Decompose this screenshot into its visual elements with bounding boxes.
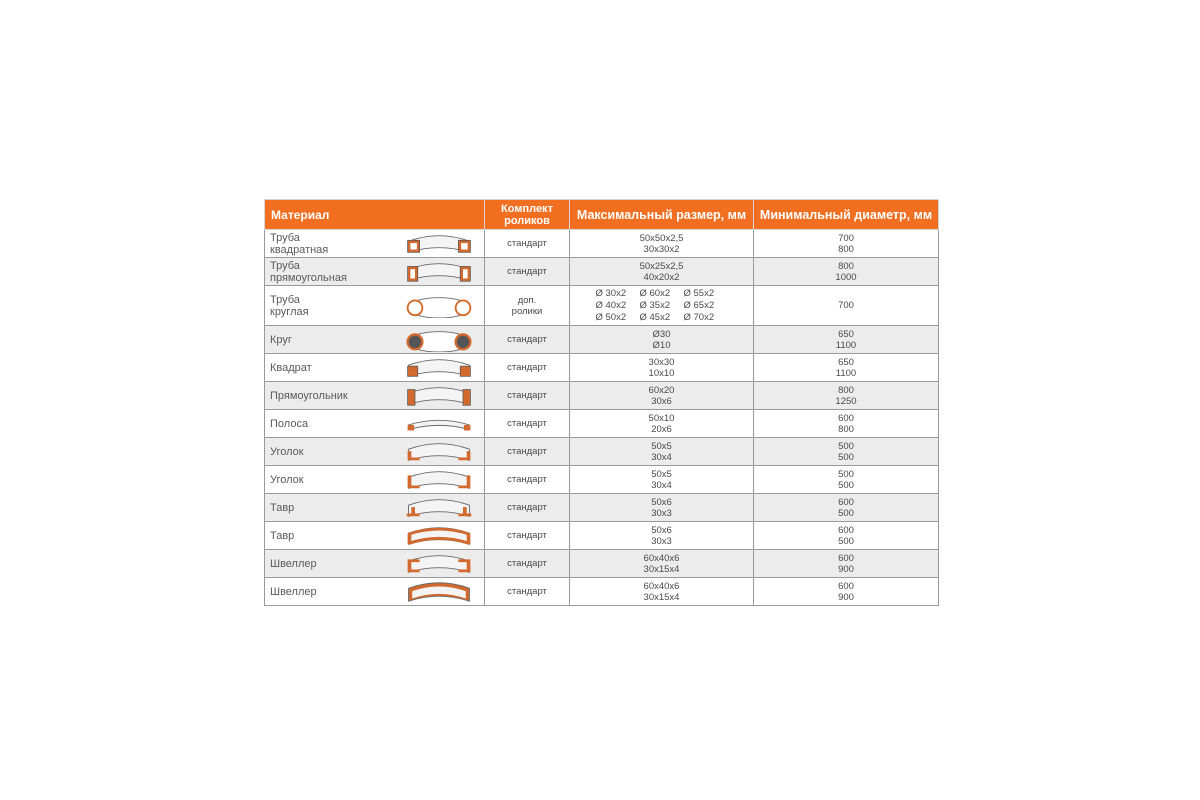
roller-kit-cell	[485, 494, 570, 522]
roller-kit-value: доп. ролики	[511, 294, 543, 317]
max-size-value: 60x20	[648, 384, 675, 396]
material-cell	[265, 522, 485, 550]
min-diameter-value: 500	[838, 535, 854, 547]
min-diameter-cell	[754, 354, 939, 382]
roller-kit-cell	[485, 438, 570, 466]
max-size-cell	[570, 382, 754, 410]
material-cell	[265, 354, 485, 382]
header-roller-kit: Комплект роликов	[485, 200, 570, 230]
max-size-value: 50x6	[651, 496, 672, 508]
max-size-value: 50x6	[651, 524, 672, 536]
table-row	[265, 438, 939, 466]
min-diameter-cell	[754, 578, 939, 606]
min-diameter-value: 800	[838, 384, 854, 396]
header-max-size: Максимальный размер, мм	[570, 200, 754, 230]
min-diameter-value: 600	[838, 496, 854, 508]
material-cell	[265, 550, 485, 578]
max-size-value: 40x20x2	[643, 271, 680, 283]
min-diameter-value: 700	[838, 300, 854, 311]
max-size-value: Ø 50x2	[595, 311, 627, 323]
roller-kit-cell	[485, 382, 570, 410]
table-row	[265, 410, 939, 438]
material-cell	[265, 382, 485, 410]
max-size-cell	[570, 410, 754, 438]
roller-kit-cell	[485, 578, 570, 606]
max-size-cell	[570, 466, 754, 494]
table-body	[265, 230, 939, 606]
material-cell	[265, 286, 485, 326]
roller-kit-value: стандарт	[507, 418, 547, 429]
max-size-cell	[570, 230, 754, 258]
min-diameter-value: 600	[838, 552, 854, 564]
max-size-value: Ø30	[652, 328, 671, 340]
min-diameter-value: 650	[838, 356, 854, 368]
roller-kit-cell	[485, 466, 570, 494]
min-diameter-value: 900	[838, 563, 854, 575]
min-diameter-cell	[754, 438, 939, 466]
material-cell	[265, 578, 485, 606]
min-diameter-value: 600	[838, 580, 854, 592]
max-size-cell	[570, 578, 754, 606]
material-name: Круг	[270, 333, 292, 346]
max-size-value: 30x15x4	[643, 563, 680, 575]
min-diameter-cell	[754, 382, 939, 410]
max-size-value: 50x50x2,5	[639, 232, 684, 244]
max-size-value: 10x10	[648, 367, 675, 379]
table-row	[265, 286, 939, 326]
roller-kit-value: стандарт	[507, 334, 547, 345]
min-diameter-value: 1100	[835, 367, 857, 379]
material-cell	[265, 494, 485, 522]
max-size-value: Ø 60x2	[639, 287, 671, 299]
roller-kit-value: стандарт	[507, 502, 547, 513]
angle-in-profile-icon	[402, 468, 476, 492]
table-row	[265, 578, 939, 606]
rect-tube-profile-icon	[402, 260, 476, 284]
material-name: Уголок	[270, 445, 304, 458]
max-size-value: 50x5	[651, 468, 672, 480]
min-diameter-value: 650	[838, 328, 854, 340]
roller-kit-value: стандарт	[507, 266, 547, 277]
max-size-value: 50x25x2,5	[639, 260, 684, 272]
round-tube-profile-icon	[402, 294, 476, 318]
max-size-value: 30x30x2	[643, 243, 680, 255]
max-size-cell	[570, 354, 754, 382]
min-diameter-cell	[754, 230, 939, 258]
roller-kit-value: стандарт	[507, 586, 547, 597]
min-diameter-value: 800	[838, 423, 854, 435]
max-size-value: 30x15x4	[643, 591, 680, 603]
roller-kit-value: стандарт	[507, 362, 547, 373]
max-size-cell	[570, 286, 754, 326]
max-size-cell	[570, 258, 754, 286]
max-size-value: Ø 45x2	[639, 311, 671, 323]
max-size-value: 30x30	[648, 356, 675, 368]
table-row	[265, 230, 939, 258]
min-diameter-cell	[754, 410, 939, 438]
square-bar-profile-icon	[402, 356, 476, 380]
table-row	[265, 494, 939, 522]
roller-kit-value: стандарт	[507, 558, 547, 569]
table-row	[265, 354, 939, 382]
material-name: Швеллер	[270, 585, 317, 598]
table-row	[265, 466, 939, 494]
min-diameter-value: 1250	[835, 395, 857, 407]
material-name: Труба круглая	[270, 293, 309, 318]
strip-profile-icon	[402, 412, 476, 436]
min-diameter-value: 600	[838, 412, 854, 424]
material-name: Уголок	[270, 473, 304, 486]
roller-kit-cell	[485, 258, 570, 286]
material-name: Полоса	[270, 417, 309, 430]
max-size-value: 60x40x6	[643, 552, 680, 564]
round-bar-profile-icon	[402, 328, 476, 352]
max-size-cell	[570, 550, 754, 578]
roller-kit-cell	[485, 410, 570, 438]
min-diameter-cell	[754, 286, 939, 326]
roller-kit-cell	[485, 550, 570, 578]
max-size-value: Ø 65x2	[683, 299, 715, 311]
material-name: Прямоугольник	[270, 389, 348, 402]
rect-bar-profile-icon	[402, 384, 476, 408]
material-name: Квадрат	[270, 361, 312, 374]
min-diameter-cell	[754, 550, 939, 578]
min-diameter-value: 500	[838, 451, 854, 463]
table-row	[265, 326, 939, 354]
square-tube-profile-icon	[402, 232, 476, 256]
min-diameter-value: 1100	[835, 339, 857, 351]
min-diameter-cell	[754, 522, 939, 550]
header-min-diameter: Минимальный диаметр, мм	[754, 200, 939, 230]
max-size-value: 50x5	[651, 440, 672, 452]
max-size-value: Ø 55x2	[683, 287, 715, 299]
roller-kit-cell	[485, 286, 570, 326]
header-material: Материал	[265, 200, 485, 230]
material-name: Труба прямоугольная	[270, 259, 347, 284]
min-diameter-cell	[754, 494, 939, 522]
max-size-cell	[570, 494, 754, 522]
material-cell	[265, 258, 485, 286]
max-size-cell	[570, 326, 754, 354]
min-diameter-value: 800	[838, 260, 854, 272]
min-diameter-value: 800	[838, 243, 854, 255]
min-diameter-value: 500	[838, 479, 854, 491]
min-diameter-value: 900	[838, 591, 854, 603]
max-size-value: 30x4	[651, 479, 672, 491]
material-cell	[265, 230, 485, 258]
material-name: Швеллер	[270, 557, 317, 570]
material-cell	[265, 326, 485, 354]
max-size-value: 60x40x6	[643, 580, 680, 592]
max-size-value: 50x10	[648, 412, 675, 424]
roller-kit-value: стандарт	[507, 446, 547, 457]
min-diameter-value: 1000	[835, 271, 857, 283]
min-diameter-value: 600	[838, 524, 854, 536]
roller-kit-value: стандарт	[507, 390, 547, 401]
max-size-cell	[570, 438, 754, 466]
tee-out-profile-icon	[402, 496, 476, 520]
roller-kit-cell	[485, 522, 570, 550]
roller-kit-cell	[485, 230, 570, 258]
min-diameter-cell	[754, 326, 939, 354]
table-row	[265, 382, 939, 410]
angle-out-profile-icon	[402, 440, 476, 464]
roller-kit-cell	[485, 326, 570, 354]
max-size-value: 30x3	[651, 507, 672, 519]
material-name: Тавр	[270, 529, 295, 542]
max-size-value: Ø 40x2	[595, 299, 627, 311]
tee-in-profile-icon	[402, 524, 476, 548]
max-size-value: 30x6	[651, 395, 672, 407]
table-row	[265, 258, 939, 286]
max-size-value: 30x4	[651, 451, 672, 463]
max-size-value: Ø10	[652, 339, 671, 351]
max-size-value: 20x6	[651, 423, 672, 435]
min-diameter-cell	[754, 258, 939, 286]
max-size-value: 30x3	[651, 535, 672, 547]
min-diameter-cell	[754, 466, 939, 494]
material-cell	[265, 466, 485, 494]
channel-out-profile-icon	[402, 552, 476, 576]
roller-kit-value: стандарт	[507, 530, 547, 541]
bending-spec-table	[264, 199, 939, 606]
min-diameter-value: 500	[838, 440, 854, 452]
max-size-cell	[570, 522, 754, 550]
min-diameter-value: 500	[838, 468, 854, 480]
max-size-value: Ø 30x2	[595, 287, 627, 299]
table-row	[265, 522, 939, 550]
channel-in-profile-icon	[402, 580, 476, 604]
roller-kit-value: стандарт	[507, 474, 547, 485]
min-diameter-value: 700	[838, 232, 854, 244]
material-name: Тавр	[270, 501, 295, 514]
max-size-value: Ø 70x2	[683, 311, 715, 323]
roller-kit-value: стандарт	[507, 238, 547, 249]
min-diameter-value: 500	[838, 507, 854, 519]
roller-kit-cell	[485, 354, 570, 382]
max-size-value: Ø 35x2	[639, 299, 671, 311]
table-row	[265, 550, 939, 578]
material-cell	[265, 438, 485, 466]
table-header-row	[265, 200, 939, 230]
material-cell	[265, 410, 485, 438]
material-name: Труба квадратная	[270, 231, 329, 256]
